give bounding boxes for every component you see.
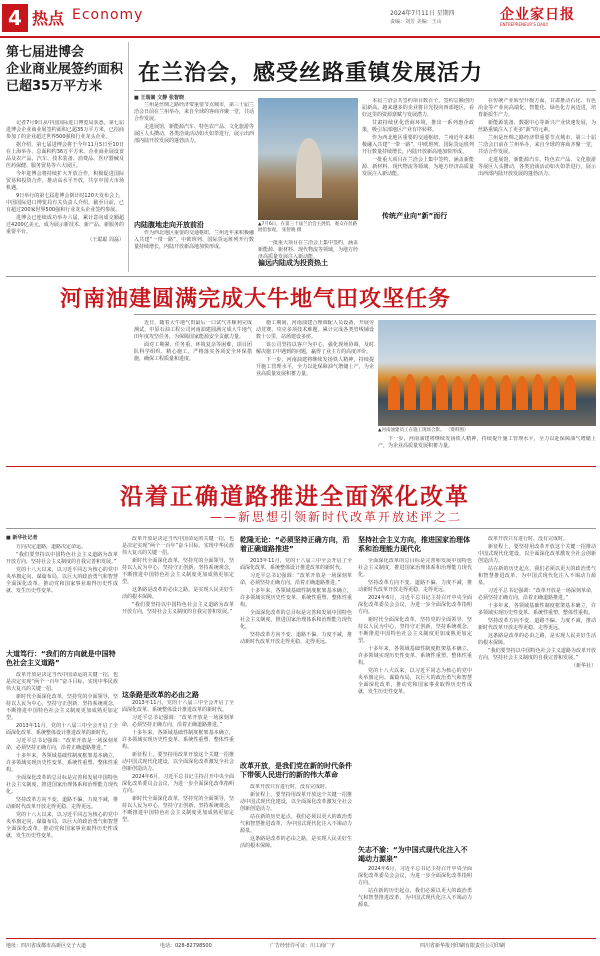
paragraph: 2024年6月，习近平总书记主持召开中央全面深化改革委员会会议，为进一步全面深化改革指明方向。 <box>122 774 234 794</box>
footer-rule <box>6 938 596 939</box>
bottom-story-subhead-5: 矢志不渝：“为中国式现代化注入不竭动力源泉” <box>358 846 468 863</box>
paragraph: 方向决定道路，道路决定命运。 <box>16 544 87 550</box>
paragraph: 站在新的历史起点，我们必须以更大的政治勇气和智慧推进改革，为中国式现代化注入不竭动力源泉。 <box>240 814 352 834</box>
page-header <box>0 0 600 36</box>
paragraph: 一批重大项目在兰洽会上集中签约，涵盖新能源、新材料、现代物流等领域，为地方经济高质量发展注入新动能。 <box>362 157 474 177</box>
paragraph: 据介绍，第七届进博会将于今年11月5日至10日在上海举办，总面积约36万平方米。企业商业展设食品及农产品、汽车、技术装备、消费品、医疗器械及医药保健、服务贸易等六大展区。 <box>6 142 124 169</box>
top-story-photo-caption: ▲7月6日，在第三十届兰洽会主展馆，观众在丝路展馆参观。 张智晓 摄 <box>258 222 358 233</box>
paragraph: 改革开放只有进行时，没有完成时。 <box>488 536 569 542</box>
issue-date: 2024年7月11日 星期四 <box>390 10 455 17</box>
top-story-col3 <box>362 98 474 270</box>
paragraph: 一批重大项目在兰洽会上集中签约，涵盖新能源、新材料、现代物流等领域，为地方经济高质量发展注入新动能。 <box>258 240 358 260</box>
paragraph: 在传统产业转型升级方面，甘肃推动石化、有色冶金等产业向高端化、智能化、绿色化方向迈进，培育新质生产力。 <box>478 98 596 118</box>
paragraph: 这条路是改革的必由之路，是实现人民美好生活的根本保障。 <box>122 587 234 600</box>
paragraph: 9日举行的第七届进博会倒计时120天发布会上，中国国际进口博览局有关负责人介绍，截至目前，已有超过200家世界500强和行业龙头企业签约参展。 <box>6 193 124 213</box>
paragraph: 走进展馆，新能源汽车、特色农产品、文化旅游等展区人头攒动，各类洽谈活动如火如荼进行，展示出西部内陆开放发展的蓬勃活力。 <box>478 157 596 177</box>
paragraph: 习近平总书记强调：“改革开放是一场深刻革命，必须坚持正确方向，沿着正确道路推进。” <box>122 715 234 728</box>
paragraph: 2013年11月，党的十八届三中全会开启了全面深化改革、系统整体设计推进改革的新时代。 <box>6 723 118 736</box>
bottom-story-col5 <box>478 536 596 930</box>
worker-figure <box>436 375 448 410</box>
paragraph: 2024年6月，习近平总书记主持召开中央全面深化改革委员会会议，为进一步全面深化改革指明方向。 <box>358 595 472 615</box>
worker-figure <box>468 374 480 410</box>
bottom-story-subhead-3: 乾隆无论：“必须坚持正确方向，沿着正确道路推进” <box>240 536 350 553</box>
worker-figure <box>404 374 416 410</box>
top-story-col4 <box>478 98 596 270</box>
middle-story-photo-caption: ▲河南油建员工在施工现场合影。 （资料图） <box>378 428 469 433</box>
paragraph: 2024年6月，习近平总书记主持召开中央全面深化改革委员会会议，为进一步全面深化改革指明方向。 <box>358 866 472 886</box>
section-rule <box>6 466 596 467</box>
left-story-title-3: 已超35万平方米 <box>6 79 103 94</box>
worker-figure <box>484 376 496 410</box>
paragraph: 改革开放只有进行时，没有完成时。 <box>250 784 331 790</box>
middle-story-col3 <box>378 436 596 460</box>
middle-story-photo <box>378 320 596 426</box>
top-story-col1b <box>134 230 254 270</box>
paragraph: 兰州是丝绸之路经济带重要节点城市，第三十届兰洽会日前在兰州举办，来自全球的客商齐聚一堂，共话合作发展。 <box>478 135 596 155</box>
paragraph: 该公司坚持以客户为中心，强化现场协调，及时解决施工中遇到的问题，赢得了业主方的高度评价。 <box>256 342 374 355</box>
paragraph: 全面深化改革的总目标是完善和发展中国特色社会主义制度，推进国家治理体系和治理能力现代化。 <box>6 775 118 795</box>
left-story-title-1: 第七届进博会 <box>6 45 85 60</box>
bottom-story-col1a <box>6 544 118 644</box>
section-title: 热点 <box>32 9 65 28</box>
paragraph: 作为西北地区重要的交通枢纽，兰州近年来积极融入共建“一带一路”，中欧班列、国际货运班列开行数量持续增长，内陆开放新高地加快形成。 <box>362 135 474 155</box>
bottom-story-col3a <box>240 558 352 758</box>
paragraph: 下一步，河南油建将继续发扬铁人精神，持续提升施工管理水平，全力以赴保障油气增储上产，为企业高质量发展积蓄力量。 <box>256 357 374 377</box>
paragraph: 改革开放是决定当代中国命运的关键一招，也是决定实现“两个一百年”奋斗目标、实现中华民族伟大复兴的关键一招。 <box>122 536 234 556</box>
paragraph: 站在新的历史起点，我们必须以更大的政治勇气和智慧推进改革，为中国式现代化注入不竭动力源泉。 <box>358 888 472 908</box>
worker-figure <box>516 376 528 410</box>
column-divider <box>128 42 129 272</box>
paragraph: 这条路是改革的必由之路，是实现人民美好生活的根本保障。 <box>478 633 596 646</box>
paragraph: 今年进博会将持续扩大开放合作，积极促进国际贸易和投资合作，推动高水平开放，共享中国大市场机遇。 <box>6 171 124 191</box>
top-story-col1 <box>134 102 254 216</box>
paragraph: “我们要坚持以中国特色社会主义道路为改革开放方向，坚持社会主义制度的自我完善和发展。” <box>478 648 596 661</box>
newspaper-logo-en: ENTREPRENEUR'S DAILY <box>500 22 549 27</box>
paragraph: 全面深化改革的总目标是完善和发展中国特色社会主义制度，推进国家治理体系和治理能力现代化。 <box>358 558 472 578</box>
paragraph: 改革开放是决定当代中国命运的关键一招，也是决定实现“两个一百年”奋斗目标、实现中华民族伟大复兴的关键一招。 <box>6 672 118 692</box>
worker-figure <box>500 375 512 410</box>
paragraph: 2013年11月，党的十八届三中全会开启了全面深化改革、系统整体设计推进改革的新时代。 <box>122 700 234 713</box>
author-note: （王聪聪 周磊） <box>87 237 124 243</box>
paragraph: 站在新的历史起点，我们必须以更大的政治勇气和智慧推进改革，为中国式现代化注入不竭动力源泉。 <box>478 566 596 586</box>
top-story-byline: ■ 王瑞嵩 文静 张智晓 <box>134 95 184 101</box>
paragraph: 本届兰洽会共签约项目数百个，签约总额创历届新高。越来越多的企业将目光投向西部地区，看好这里的资源禀赋与发展潜力。 <box>362 98 474 118</box>
bottom-story-col1b <box>6 672 118 930</box>
paragraph: 十多年来，各领域基础性制度框架基本确立，许多领域实现历史性变革、系统性重塑、整体性重构。 <box>122 730 234 750</box>
paragraph: 新时代全面深化改革，坚持党的全面领导，坚持以人民为中心，坚持守正创新，坚持系统观念，不断推进中国特色社会主义制度更加成熟更加定型。 <box>358 617 472 644</box>
bottom-story-col2a <box>122 536 234 686</box>
bottom-story-subhead-6: 改革开放，是我们党在新的时代条件下带领人民进行的新的伟大革命 <box>240 762 352 779</box>
top-story-title: 在兰治会，感受丝路重镇发展活力 <box>138 61 484 86</box>
paragraph: 作为西北地区重要的交通枢纽，兰州近年来积极融入共建“一带一路”，中欧班列、国际货运班列开行数量持续增长，内陆开放新高地加快形成。 <box>134 230 254 250</box>
worker-figure <box>548 376 560 410</box>
paragraph: 下一步，河南油建将继续发扬铁人精神，持续提升施工管理水平，全力以赴保障油气增储上产，为企业高质量发展积蓄力量。 <box>378 436 596 449</box>
footer-address: 地址：四川省成都市高新区交子大道 <box>6 943 87 949</box>
paragraph: 面对工期紧、任务重、环境复杂等困难，项目团队科学组织、精心施工，严格落实各项安全环保措施，确保工程质量和进度。 <box>134 342 252 362</box>
paragraph: 坚持改革方向不变、道路不偏、力度不减，推动新时代改革开放走得更稳、走得更远。 <box>240 632 352 645</box>
bottom-story-subhead-2: 这条路是改革的必由之路 <box>122 691 199 699</box>
paragraph: 新征程上，要坚持用改革开放这个关键一招推动中国式现代化建设，以全面深化改革激发全社会创新创造活力。 <box>122 752 234 772</box>
paragraph: 近日，随着大牛地气田最后一口试气井顺利完成测试，中原石油工程公司河南油建圆满完成大牛地气田年度攻坚任务，为保障国家能源安全贡献力量。 <box>134 320 252 340</box>
title-rule <box>134 314 596 315</box>
middle-story-col1 <box>134 320 252 460</box>
paragraph: 十多年来，各领域基础性制度框架基本确立，许多领域实现历史性变革、系统性重塑、整体性重构。 <box>6 753 118 773</box>
paragraph: 十多年来，各领域基础性制度框架基本确立，许多领域实现历史性变革、系统性重塑、整体性重构。 <box>240 588 352 608</box>
bottom-story-subhead-1: 大道笃行：“我们的方向就是中国特色社会主义道路” <box>6 650 116 667</box>
footer-printer: 四川省新华报刊印刷有限责任公司印刷 <box>420 943 506 949</box>
paragraph: 新时代全面深化改革，坚持党的全面领导，坚持以人民为中心，坚持守正创新，坚持系统观念，不断推进中国特色社会主义制度更加成熟更加定型。 <box>6 694 118 721</box>
paragraph: 这条路是改革的必由之路，是实现人民美好生活的根本保障。 <box>240 836 352 849</box>
paragraph: 坚持改革方向不变、道路不偏、力度不减，推动新时代改革开放走得更稳、走得更远。 <box>478 618 596 631</box>
exhibit-figure <box>296 138 322 198</box>
paragraph: 习近平总书记强调：“改革开放是一场深刻革命，必须坚持正确方向，沿着正确道路推进。” <box>478 588 596 601</box>
top-story-subhead-3: 传统产业向“新”而行 <box>382 212 448 220</box>
author-note: （新华社） <box>570 663 596 669</box>
bottom-story-col2b <box>122 700 234 930</box>
worker-figure <box>564 375 576 410</box>
paragraph: 新征程上，要坚持用改革开放这个关键一招推动中国式现代化建设，以全面深化改革激发全社会创新创造活力。 <box>240 792 352 812</box>
paragraph: 甘肃持续优化营商环境，推出一系列惠企政策，吸引东部地区产业有序转移。 <box>362 120 474 133</box>
paragraph: 兰州是丝绸之路经济带重要节点城市，第三十届兰洽会日前在兰州举办，来自全球的客商齐聚一堂，共话合作发展。 <box>134 102 254 122</box>
paragraph: 全面深化改革的总目标是完善和发展中国特色社会主义制度，推进国家治理体系和治理能力现代化。 <box>240 610 352 630</box>
paragraph: 习近平总书记强调：“改革开放是一场深刻革命，必须坚持正确方向，沿着正确道路推进。” <box>6 738 118 751</box>
paragraph: 坚持改革方向不变、道路不偏、力度不减，推动新时代改革开放走得更稳、走得更远。 <box>358 580 472 593</box>
paragraph: 十多年来，各领域基础性制度框架基本确立，许多领域实现历史性变革、系统性重塑、整体性重构。 <box>358 646 472 666</box>
worker-figure <box>452 376 464 410</box>
newspaper-logo: 企业家日报 <box>500 7 575 23</box>
paragraph: 新时代全面深化改革，坚持党的全面领导，坚持以人民为中心，坚持守正创新，坚持系统观念，不断推进中国特色社会主义制度更加成熟更加定型。 <box>122 558 234 585</box>
top-story-subhead-1: 内陆腹地走向开放前沿 <box>134 221 204 229</box>
bottom-story-col3b <box>240 784 352 930</box>
paragraph: “我们要坚持以中国特色社会主义道路为改革开放方向，坚持社会主义制度的自我完善和发展。” <box>122 602 234 615</box>
header-rule <box>0 36 600 38</box>
middle-story-title: 河南油建圆满完成大牛地气田攻坚任务 <box>60 287 452 312</box>
footer-phone: 电话：028-82798500 <box>160 943 212 949</box>
paragraph: 走进展馆，新能源汽车、特色农产品、文化旅游等展区人头攒动，各类洽谈活动如火如荼进行，展示出西部内陆开放发展的蓬勃活力。 <box>134 124 254 144</box>
title-rule <box>134 90 596 91</box>
paragraph: 新能源装备、数据中心等新兴产业快速发展，为丝路重镇注入了更多“新”的元素。 <box>478 120 596 133</box>
footer-ad-permit: 广告经营许可证：川工商广字 <box>270 943 336 949</box>
left-story <box>6 44 124 95</box>
paragraph: “我们要坚持以中国特色社会主义道路为改革开放方向，坚持社会主义制度的自我完善和发展。” <box>6 552 118 565</box>
paragraph: 2013年11月，党的十八届三中全会开启了全面深化改革、系统整体设计推进改革的新时代。 <box>240 558 352 571</box>
paragraph: 新征程上，要坚持用改革开放这个关键一招推动中国式现代化建设，以全面深化改革激发全社会创新创造活力。 <box>478 544 596 564</box>
paragraph: 党的十八大以来，以习近平同志为核心的党中央举旗定向、谋篇布局，以巨大的政治勇气和智慧全面深化改革，推动党和国家事业取得历史性成就、发生历史性变革。 <box>6 812 118 839</box>
section-number: 4 <box>2 4 28 32</box>
worker-figure <box>388 376 400 410</box>
paragraph: 施工期间，河南油建合理调配人员设备，开展劳动竞赛，攻克多项技术难题，累计完成各类管线铺设数十公里，站场建设多座。 <box>256 320 374 340</box>
worker-figure <box>532 374 544 410</box>
section-rule <box>6 276 596 277</box>
bottom-story-subhead-4: 坚持社会主义方向，推进国家治理体系和治理能力现代化 <box>358 536 470 553</box>
paragraph: 党的十八大以来，以习近平同志为核心的党中央举旗定向、谋篇布局，以巨大的政治勇气和智慧全面深化改革，推动党和国家事业取得历史性成就、发生历史性变革。 <box>6 567 118 594</box>
middle-story-col2 <box>256 320 374 460</box>
worker-figure <box>420 376 432 410</box>
bottom-story-byline: ■ 新华社记者 <box>6 535 38 541</box>
paragraph: 进博会已连续成功举办六届，累计意向成交额超过4200亿美元，成为展示新技术、新产品、新服务的重要平台。 <box>6 215 124 235</box>
paragraph: 记者7月9日从中国国际进口博览局获悉，第七届进博会企业商业展签约面积已超35万平方米，已招商参加了的企业超过世界500强和行业龙头企业。 <box>6 120 124 140</box>
bottom-story-col4a <box>358 558 472 844</box>
paragraph: 新时代全面深化改革，坚持党的全面领导，坚持以人民为中心，坚持守正创新，坚持系统观念，不断推进中国特色社会主义制度更加成熟更加定型。 <box>122 796 234 823</box>
top-story-photo <box>258 98 358 220</box>
bottom-story-col4b <box>358 866 472 930</box>
paragraph: 坚持改革方向不变、道路不偏、力度不减，推动新时代改革开放走得更稳、走得更远。 <box>6 797 118 810</box>
paragraph: 党的十八大以来，以习近平同志为核心的党中央举旗定向、谋篇布局，以巨大的政治勇气和智慧全面深化改革，推动党和国家事业取得历史性成就、发生历史性变革。 <box>358 668 472 695</box>
left-story-title-2: 企业商业展签约面积 <box>6 62 124 77</box>
bottom-story-title: 沿着正确道路推进全面深化改革 <box>120 484 470 510</box>
bottom-story-subtitle: ——新思想引领新时代改革开放述评之二 <box>210 510 463 524</box>
editor-credits: 责编：刘芳 美编：王山 <box>390 19 442 25</box>
paragraph: 习近平总书记强调：“改革开放是一场深刻革命，必须坚持正确方向，沿着正确道路推进。” <box>240 573 352 586</box>
title-rule <box>6 528 596 529</box>
section-title-en: Economy <box>72 7 144 23</box>
paragraph: 十多年来，各领域基础性制度框架基本确立，许多领域实现历史性变革、系统性重塑、整体性重构。 <box>478 603 596 616</box>
top-story-subhead-2: 偏远内陆成为投资热土 <box>258 259 328 267</box>
